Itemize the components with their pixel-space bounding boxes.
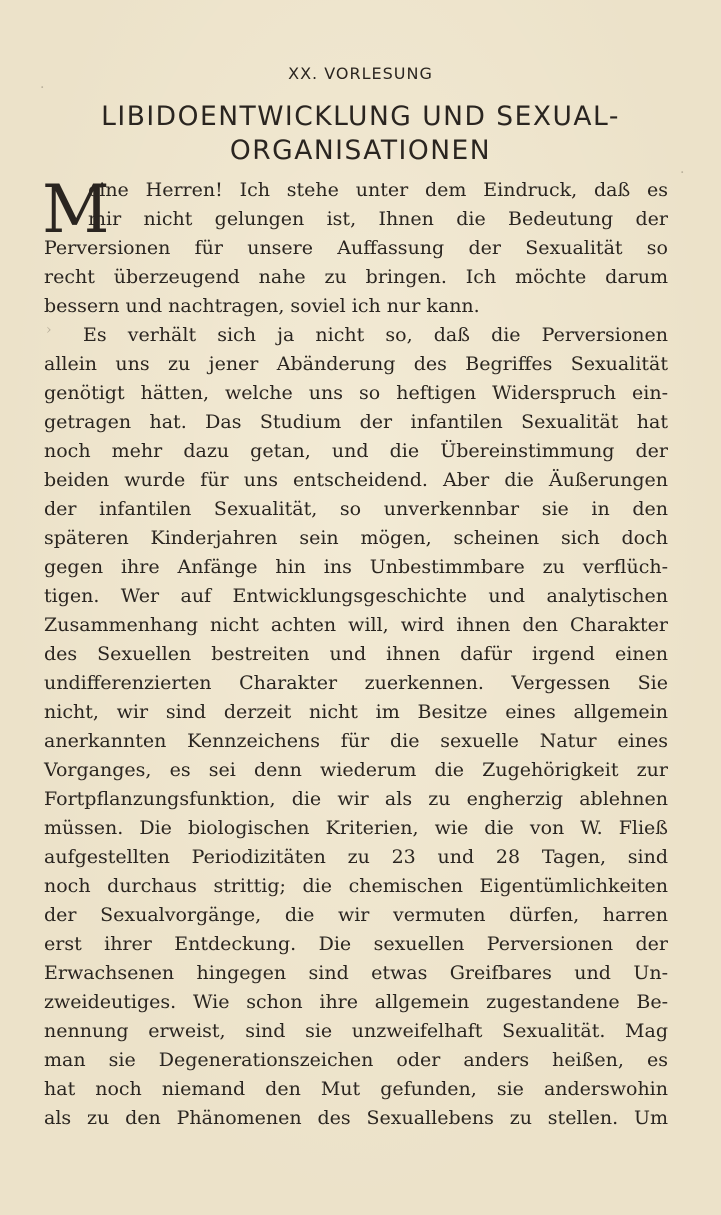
drop-cap-initial: M xyxy=(42,171,110,248)
paper-speck: · xyxy=(680,165,685,181)
paper-speck: › xyxy=(46,322,52,338)
text-line: der Sexualvorgänge, die wir vermuten dürfen, harren xyxy=(44,904,668,926)
text-line: aufgestellten Periodizitäten zu 23 und 28 Tagen, sind xyxy=(44,846,668,868)
text-line: beiden wurde für uns entscheidend. Aber die Äußerungen xyxy=(44,469,668,491)
text-line: nicht, wir sind derzeit nicht im Besitze eines allgemein xyxy=(44,701,668,723)
text-line: nennung erweist, sind sie unzweifelhaft Sexualität. Mag xyxy=(44,1020,668,1042)
text-line: undifferenzierten Charakter zuerkennen. Vergessen Sie xyxy=(44,672,668,694)
text-line: Fortpflanzungsfunktion, die wir als zu engherzig ablehnen xyxy=(44,788,668,810)
text-line: als zu den Phänomenen des Sexuallebens zu stellen. Um xyxy=(44,1107,668,1129)
text-line: hat noch niemand den Mut gefunden, sie anderswohin xyxy=(44,1078,668,1100)
text-line: gegen ihre Anfänge hin ins Unbestimmbare zu verflüch- xyxy=(44,556,668,578)
text-line: erst ihrer Entdeckung. Die sexuellen Perversionen der xyxy=(44,933,668,955)
text-line: recht überzeugend nahe zu bringen. Ich möchte darum xyxy=(44,266,668,288)
show-through-text xyxy=(40,28,680,48)
text-line: man sie Degenerationszeichen oder anders heißen, es xyxy=(44,1049,668,1071)
text-line: zweideutiges. Wie schon ihre allgemein zugestandene Be- xyxy=(44,991,668,1013)
text-line: Perversionen für unsere Auffassung der Sexualität so xyxy=(44,237,668,259)
text-line: Vorganges, es sei denn wiederum die Zugehörigkeit zur xyxy=(44,759,668,781)
text-line: noch mehr dazu getan, und die Übereinstimmung der xyxy=(44,440,668,462)
text-line: des Sexuellen bestreiten und ihnen dafür irgend einen xyxy=(44,643,668,665)
text-line: noch durchaus strittig; die chemischen Eigentümlichkeiten xyxy=(44,875,668,897)
text-line: anerkannten Kennzeichens für die sexuelle Natur eines xyxy=(44,730,668,752)
text-line: genötigt hätten, welche uns so heftigen Widerspruch ein- xyxy=(44,382,668,404)
text-line: der infantilen Sexualität, so unverkennbar sie in den xyxy=(44,498,668,520)
text-line: tigen. Wer auf Entwicklungsgeschichte und analytischen xyxy=(44,585,668,607)
text-line: getragen hat. Das Studium der infantilen Sexualität hat xyxy=(44,411,668,433)
text-line: Erwachsenen hingegen sind etwas Greifbares und Un- xyxy=(44,962,668,984)
text-line: bessern und nachtragen, soviel ich nur kann. xyxy=(44,295,480,317)
text-line: Zusammenhang nicht achten will, wird ihnen den Charakter xyxy=(44,614,668,636)
running-head: XX. VORLESUNG xyxy=(288,64,433,83)
text-line: mir nicht gelungen ist, Ihnen die Bedeutung der xyxy=(88,208,668,230)
paper-speck: · xyxy=(40,80,45,96)
text-line: späteren Kinderjahren sein mögen, scheinen sich doch xyxy=(44,527,668,549)
text-line: allein uns zu jener Abänderung des Begriffes Sexualität xyxy=(44,353,668,375)
text-line: Es verhält sich ja nicht so, daß die Perversionen xyxy=(83,324,668,346)
chapter-title-line-2: ORGANISATIONEN xyxy=(229,135,492,166)
text-line: eine Herren! Ich stehe unter dem Eindruck, daß es xyxy=(88,179,668,201)
chapter-title xyxy=(40,100,681,168)
chapter-title-line-1: LIBIDOENTWICKLUNG UND SEXUAL- xyxy=(101,101,620,132)
text-line: müssen. Die biologischen Kriterien, wie die von W. Fließ xyxy=(44,817,668,839)
